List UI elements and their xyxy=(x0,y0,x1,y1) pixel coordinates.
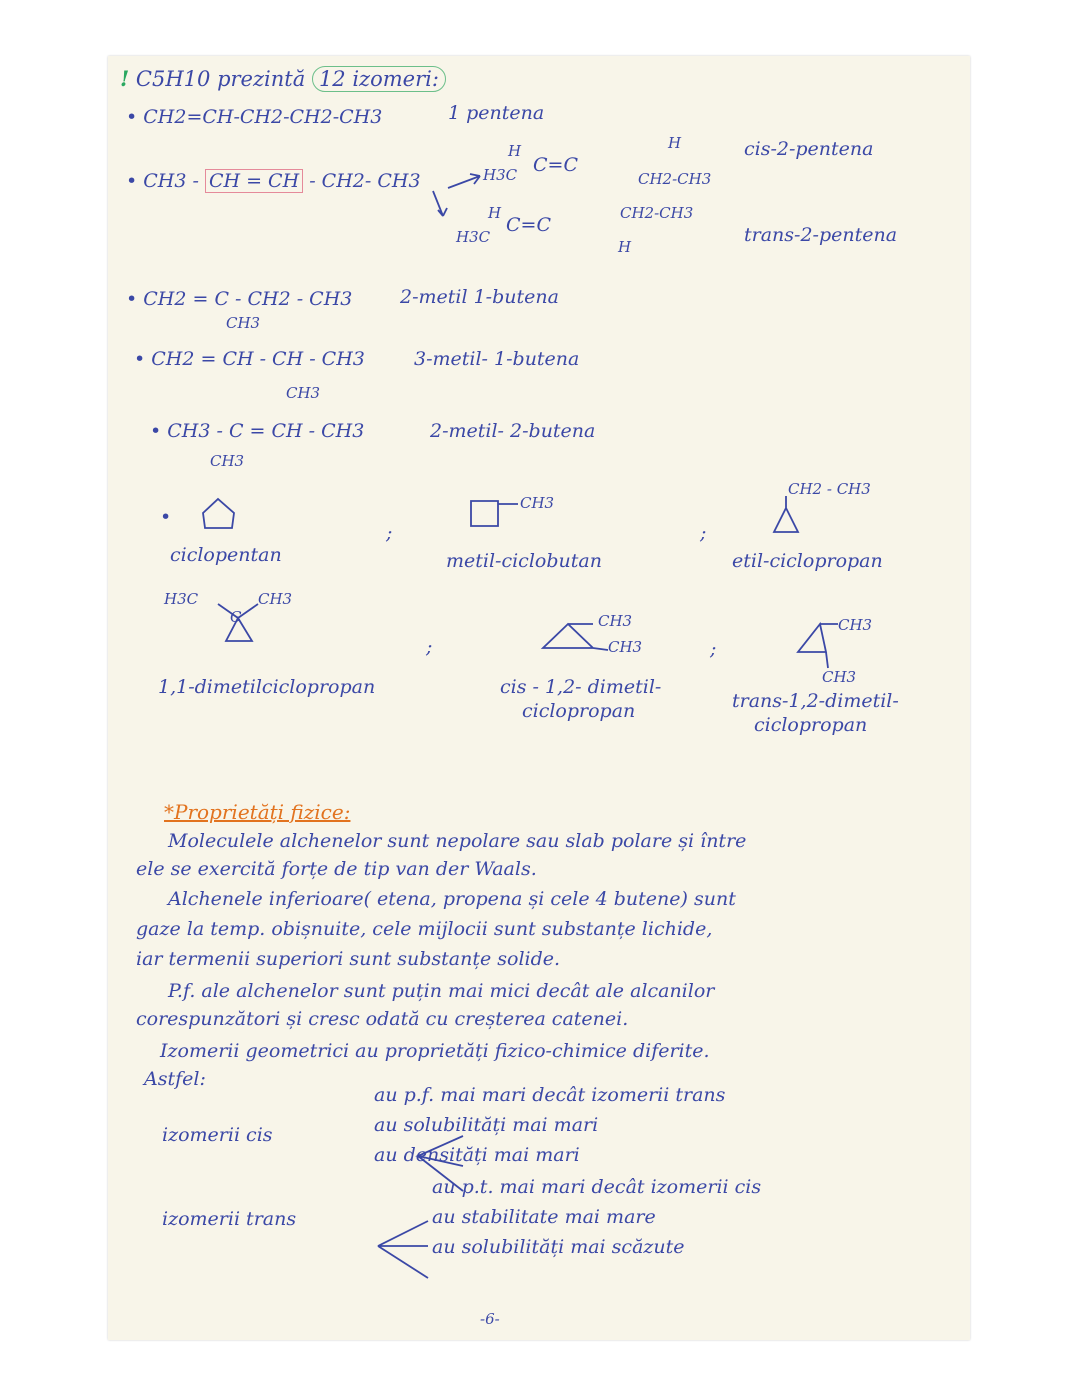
isomer-1: • CH2=CH-CH2-CH2-CH3 xyxy=(126,106,383,128)
cis-isomers-label: izomerii cis xyxy=(162,1124,273,1146)
trans-arrows xyxy=(378,1221,428,1278)
separator: ; xyxy=(700,522,707,544)
text-line: Izomerii geometrici au proprietăți fizico-chimice diferite. xyxy=(160,1040,710,1062)
cis-double-bond: C=C xyxy=(533,154,578,176)
trans-h-left: H xyxy=(488,204,502,222)
cis-sub2: CH3 xyxy=(608,638,643,656)
isomer-6: • CH3 - C = CH - CH3 xyxy=(150,420,365,442)
trans-property: au p.t. mai mari decât izomerii cis xyxy=(432,1176,762,1198)
cis-property: au densități mai mari xyxy=(374,1144,580,1166)
ethyl-sub: CH2 - CH3 xyxy=(788,480,871,498)
trans-dimethyl-name-1: trans-1,2-dimetil- xyxy=(732,690,899,712)
text-line: ele se exercită forțe de tip van der Waals. xyxy=(136,858,537,880)
text-line: P.f. ale alchenelor sunt puțin mai mici decât ale alcanilor xyxy=(168,980,715,1002)
title-formula: C5H10 xyxy=(135,67,211,91)
cyclopentane-name: ciclopentan xyxy=(170,544,282,566)
isomer-5: • CH2 = CH - CH - CH3 xyxy=(134,348,365,370)
cis-dimethyl-name-1: cis - 1,2- dimetil- xyxy=(500,676,662,698)
ethyl-cyclopropane-ring xyxy=(774,496,798,532)
title-verb: prezintă xyxy=(217,67,306,91)
dimethyl-sub1: H3C xyxy=(164,590,199,608)
isomer-5-branch: CH3 xyxy=(286,384,321,402)
exclamation-icon: ! xyxy=(120,66,130,91)
separator: ; xyxy=(386,522,393,544)
cis-ethyl: CH2-CH3 xyxy=(638,170,712,188)
isomer-count: 12 izomeri: xyxy=(312,66,446,92)
trans-isomers-label: izomerii trans xyxy=(162,1208,297,1230)
text-line: gaze la temp. obișnuite, cele mijlocii sunt substanțe lichide, xyxy=(136,918,713,940)
separator: ; xyxy=(710,638,717,660)
bullet: • xyxy=(160,506,172,528)
section-heading: *Proprietăți fizice: xyxy=(164,800,351,824)
methyl-sub: CH3 xyxy=(520,494,555,512)
cyclopentane-ring xyxy=(203,499,234,528)
trans-property: au stabilitate mai mare xyxy=(432,1206,656,1228)
isomer-6-branch: CH3 xyxy=(210,452,245,470)
cis-h3c: H3C xyxy=(483,166,518,184)
cis-property: au p.f. mai mari decât izomerii trans xyxy=(374,1084,726,1106)
quaternary-c: C xyxy=(230,608,242,626)
trans-property: au solubilități mai scăzute xyxy=(432,1236,685,1258)
page-number: -6- xyxy=(480,1310,500,1328)
text-line: Alchenele inferioare( etena, propena și cele 4 butene) sunt xyxy=(168,888,736,910)
cis-h-right: H xyxy=(668,134,682,152)
trans-dimethyl-cyclopropane-ring xyxy=(798,624,838,668)
cis-property: au solubilități mai mari xyxy=(374,1114,599,1136)
text-line: corespunzători și cresc odată cu creșterea catenei. xyxy=(136,1008,629,1030)
trans-2-pentene-name: trans-2-pentena xyxy=(744,224,898,246)
trans-double-bond: C=C xyxy=(506,214,551,236)
text-line: iar termenii superiori sunt substanțe solide. xyxy=(136,948,561,970)
notebook-page xyxy=(108,56,970,1340)
trans-sub2: CH3 xyxy=(822,668,857,686)
isomer-5-name: 3-metil- 1-butena xyxy=(414,348,580,370)
cis-dimethyl-name-2: ciclopropan xyxy=(522,700,636,722)
isomer-6-name: 2-metil- 2-butena xyxy=(430,420,596,442)
separator: ; xyxy=(426,636,433,658)
arrow-cis xyxy=(448,174,480,188)
trans-ethyl: CH2-CH3 xyxy=(620,204,694,222)
trans-sub1: CH3 xyxy=(838,616,873,634)
trans-dimethyl-name-2: ciclopropan xyxy=(754,714,868,736)
cis-2-pentene-name: cis-2-pentena xyxy=(744,138,874,160)
ethylcyclopropane-name: etil-ciclopropan xyxy=(732,550,883,572)
methylcyclobutane-name: metil-ciclobutan xyxy=(446,550,602,572)
isomer-1-name: 1 pentena xyxy=(448,102,545,124)
isomer-4-name: 2-metil 1-butena xyxy=(400,286,559,308)
text-line: Astfel: xyxy=(144,1068,206,1090)
text-line: Moleculele alchenelor sunt nepolare sau slab polare și între xyxy=(168,830,747,852)
title-line xyxy=(120,66,446,91)
isomer-2-formula: • CH3 - CH = CH - CH2- CH3 xyxy=(126,170,421,192)
isomer-4: • CH2 = C - CH2 - CH3 xyxy=(126,288,353,310)
trans-h3c: H3C xyxy=(456,228,491,246)
isomer-4-branch: CH3 xyxy=(226,314,261,332)
dimethyl-sub2: CH3 xyxy=(258,590,293,608)
dimethylcyclopropane-11-name: 1,1-dimetilciclopropan xyxy=(158,676,376,698)
cis-sub1: CH3 xyxy=(598,612,633,630)
cyclobutane-ring xyxy=(471,501,518,526)
trans-h-right: H xyxy=(618,238,632,256)
arrow-trans xyxy=(433,191,447,216)
cis-h-left: H xyxy=(508,142,522,160)
